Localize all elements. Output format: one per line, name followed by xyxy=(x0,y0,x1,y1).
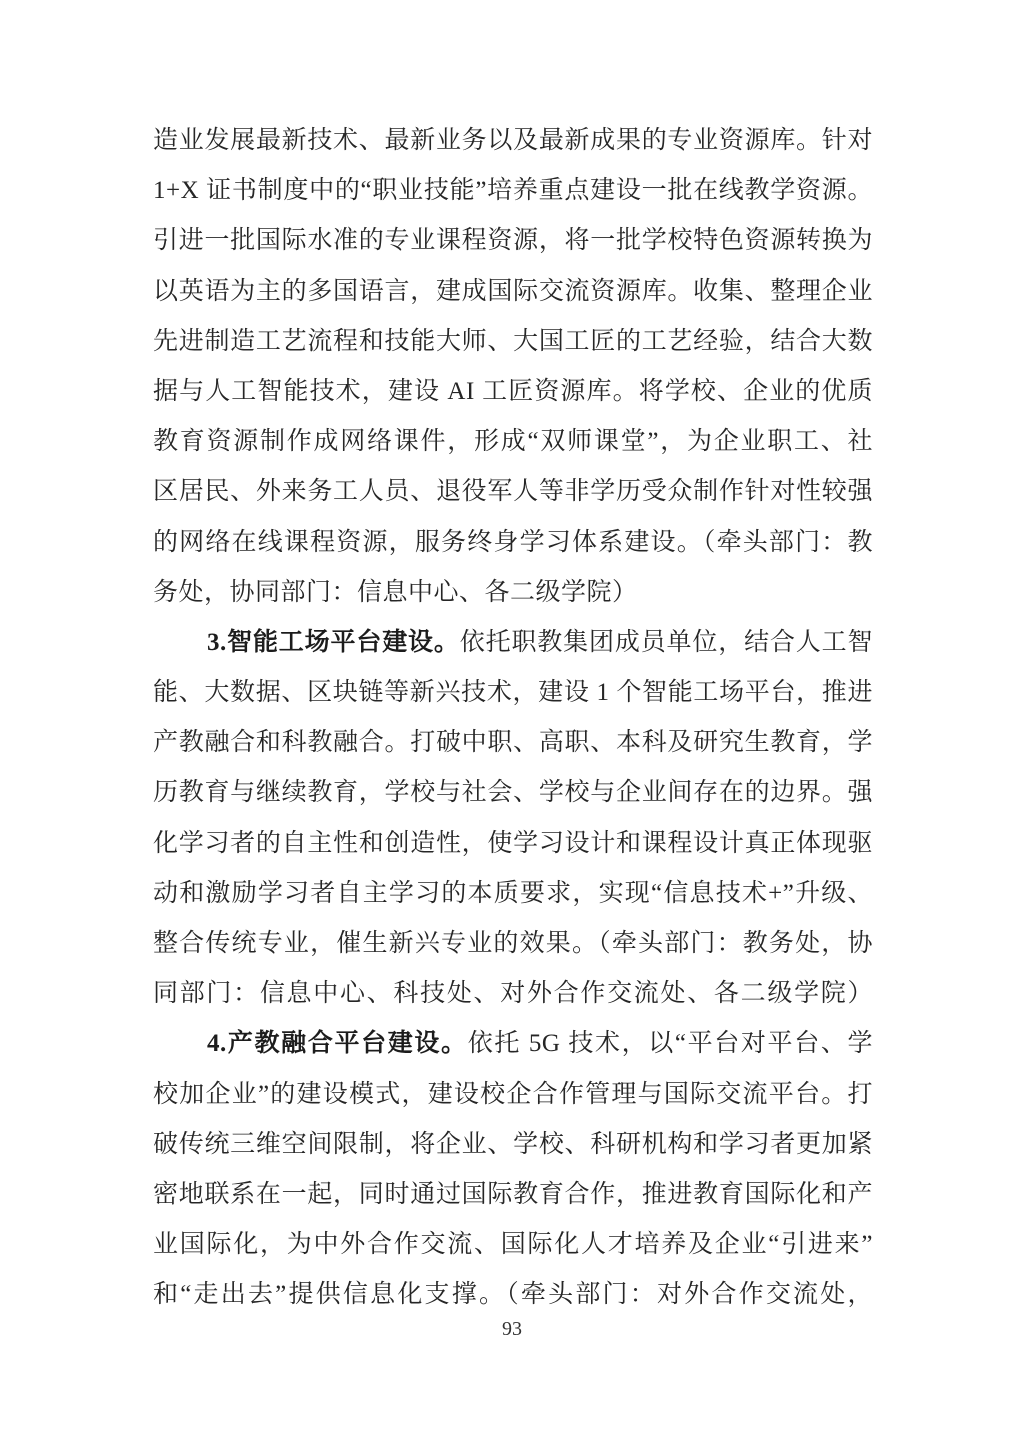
text-line xyxy=(153,919,873,969)
text-run: 同部门：信息中心、科技处、对外合作交流处、各二级学院） xyxy=(153,980,873,1008)
text-line xyxy=(153,267,873,317)
text-line xyxy=(153,718,873,768)
text-line xyxy=(153,568,873,618)
text-line xyxy=(153,1070,873,1120)
text-line xyxy=(153,317,873,367)
text-run: 以英语为主的多国语言，建成国际交流资源库。收集、整理企业 xyxy=(153,277,873,305)
text-run: 教育资源制作成网络课件，形成“双师课堂”，为企业职工、社 xyxy=(153,428,873,456)
text-run: 先进制造工艺流程和技能大师、大国工匠的工艺经验，结合大数 xyxy=(153,327,873,355)
text-line xyxy=(153,417,873,467)
text-run: 务处，协同部门：信息中心、各二级学院） xyxy=(153,578,638,606)
text-run: 动和激励学习者自主学习的本质要求，实现“信息技术+”升级、 xyxy=(153,879,873,907)
text-line xyxy=(153,467,873,517)
text-run: 据与人工智能技术，建设 AI 工匠资源库。将学校、企业的优质 xyxy=(153,377,873,405)
text-run: 造业发展最新技术、最新业务以及最新成果的专业资源库。针对 xyxy=(153,127,873,154)
text-run: 历教育与继续教育，学校与社会、学校与企业间存在的边界。强 xyxy=(153,779,873,807)
text-line xyxy=(153,618,873,668)
text-line xyxy=(153,1019,873,1069)
text-run: 和“走出去”提供信息化支撑。（牵头部门：对外合作交流处， xyxy=(153,1281,873,1309)
text-run: 依托 5G 技术，以“平台对平台、学 xyxy=(467,1030,873,1058)
paragraph-heading: 4.产教融合平台建设。 xyxy=(207,1030,468,1058)
page-number: 93 xyxy=(502,1318,522,1340)
text-run: 区居民、外来务工人员、退役军人等非学历受众制作针对性较强 xyxy=(153,478,873,506)
text-line xyxy=(153,1120,873,1170)
text-run: 破传统三维空间限制，将企业、学校、科研机构和学习者更加紧 xyxy=(153,1130,873,1158)
text-run: 整合传统专业，催生新兴专业的效果。（牵头部门：教务处，协 xyxy=(153,930,873,957)
text-line xyxy=(153,166,873,216)
text-line xyxy=(153,367,873,417)
text-run: 依托职教集团成员单位，结合人工智 xyxy=(459,628,873,656)
text-line xyxy=(153,768,873,818)
text-line xyxy=(153,969,873,1019)
text-run: 的网络在线课程资源，服务终身学习体系建设。（牵头部门：教 xyxy=(153,528,873,556)
text-run: 化学习者的自主性和创造性，使学习设计和课程设计真正体现驱 xyxy=(153,829,873,857)
text-line xyxy=(153,216,873,266)
text-line xyxy=(153,819,873,869)
text-line xyxy=(153,869,873,919)
text-run: 1+X 证书制度中的“职业技能”培养重点建设一批在线教学资源。 xyxy=(153,177,873,205)
text-run: 产教融合和科教融合。打破中职、高职、本科及研究生教育，学 xyxy=(153,729,873,757)
text-run: 能、大数据、区块链等新兴技术，建设 1 个智能工场平台，推进 xyxy=(153,679,873,707)
text-run: 校加企业”的建设模式，建设校企合作管理与国际交流平台。打 xyxy=(153,1080,873,1108)
paragraph-heading: 3.智能工场平台建设。 xyxy=(207,628,460,656)
document-body xyxy=(153,116,873,1321)
text-line xyxy=(153,1170,873,1220)
text-line xyxy=(153,1270,873,1320)
text-run: 引进一批国际水准的专业课程资源，将一批学校特色资源转换为 xyxy=(153,227,873,255)
text-line xyxy=(153,668,873,718)
text-run: 密地联系在一起，同时通过国际教育合作，推进教育国际化和产 xyxy=(153,1180,873,1208)
text-line xyxy=(153,1220,873,1270)
text-run: 业国际化，为中外合作交流、国际化人才培养及企业“引进来” xyxy=(153,1231,873,1259)
text-line xyxy=(153,518,873,568)
text-line xyxy=(153,116,873,166)
